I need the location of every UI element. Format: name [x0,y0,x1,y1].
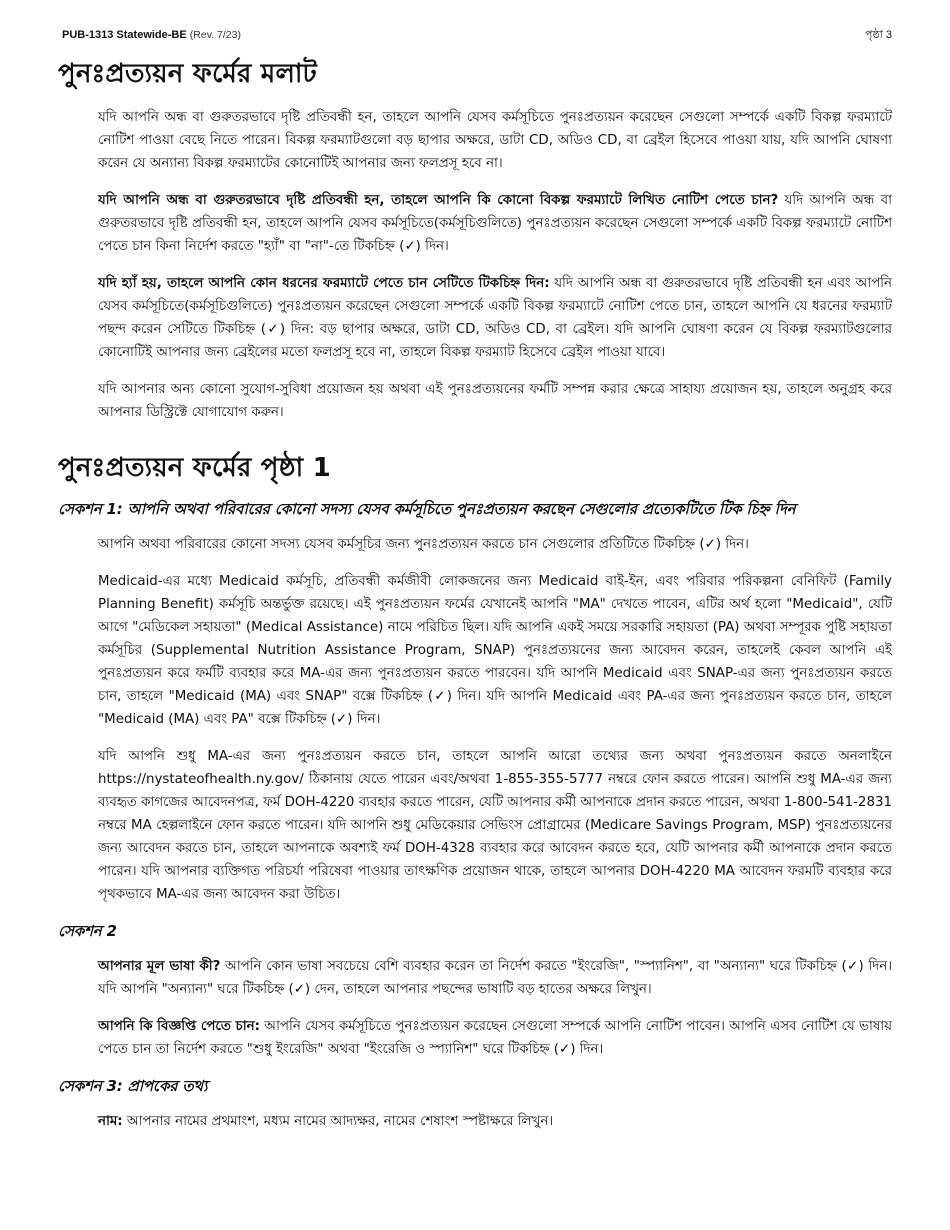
cover-paragraph-2-question: যদি আপনি অন্ধ বা গুরুতরভাবে দৃষ্টি প্রতিবন্ধী হন, তাহলে আপনি কি কোনো বিকল্প ফরম্যাটে লিখিত নোটিশ পেতে চান? [98,192,779,208]
section-1-paragraph-2: Medicaid-এর মধ্যে Medicaid কর্মসূচি, প্রতিবন্ধী কর্মজীবী লোকজনের জন্য Medicaid বাই-ইন, এবং পরিবার পরিকল্পনা বেনিফিট (Family Planning Benefit) কর্মসূচি অন্তর্ভুক্ত রয়েছে। এই পুনঃপ্রত্যয়ন ফর্মের যেখানেই আপনি "MA" দেখতে পাবেন, এটির অর্থ হলো "Medicaid", যেটি আগে "মেডিকেল সহায়তা" (Medical Assistance) নামে পরিচিত ছিল। যদি আপনি একই সময়ে সরকারি সহায়তা (PA) অথবা সম্পূরক পুষ্টি সহায়তা কর্মসূচির (Supplemental Nutrition Assistance Program, SNAP) পুনঃপ্রত্যয়নের জন্য আবেদন করেন, তাহলেই কেবল আপনি এই পুনঃপ্রত্যয়ন করে ফর্মটি ব্যবহার করে MA-এর জন্য পুনঃপ্রত্যয়ন করতে পারবেন। যদি আপনি Medicaid এবং SNAP-এর জন্য পুনঃপ্রত্যয়ন করতে চান, তাহলে "Medicaid (MA) এবং SNAP" বক্সে টিকচিহ্ন (✓) দিন। যদি আপনি Medicaid এবং PA-এর জন্য পুনঃপ্রত্যয়ন করতে চান, তাহলে "Medicaid (MA) এবং PA" বক্সে টিকচিহ্ন (✓) দিন। [98,573,892,727]
section-2-paragraph-1 [98,955,892,1001]
section-2-paragraph-2 [98,1015,892,1061]
name-instructions: আপনার নামের প্রথমাংশ, মধ্যম নামের আদ্যক্ষর, নামের শেষাংশ স্পষ্টাক্ষরে লিখুন। [122,1113,554,1129]
page-header [62,26,892,45]
cover-paragraph-1: যদি আপনি অন্ধ বা গুরুতরভাবে দৃষ্টি প্রতিবন্ধী হন, তাহলে আপনি যেসব কর্মসূচিতে পুনঃপ্রত্যয়ন করেছেন সেগুলো সম্পর্কে একটি বিকল্প ফরম্যাটে নোটিশ পাওয়া বেছে নিতে পারেন। বিকল্প ফরম্যাটগুলো বড় ছাপার অক্ষরে, ডাটা CD, অডিও CD, বা ব্রেইল হিসেবে পাওয়া যায়, যদি আপনি ঘোষণা করেন যে অন্যান্য বিকল্প ফরম্যাটের কোনোটিই আপনার জন্য ফলপ্রসূ হবে না। [98,109,892,171]
cover-paragraph-3 [98,272,892,364]
revision-date: (Rev. 7/23) [189,29,241,41]
section-2-heading: সেকশন 2 [58,921,117,940]
cover-paragraph-2 [98,189,892,258]
cover-title: পুনঃপ্রত্যয়ন ফর্মের মলাট [58,59,317,89]
notice-language-text: আপনি যেসব কর্মসূচিতে পুনঃপ্রত্যয়ন করেছেন সেগুলো সম্পর্কে আপনি নোটিশ পাবেন। আপনি এসব নোটিশ যে ভাষায় পেতে চান তা নির্দেশ করতে "শুধু ইংরেজি" অথবা "ইংরেজি ও স্প্যানিশ" ঘরে টিকচিহ্ন (✓) দিন। [98,1018,892,1057]
primary-language-text: আপনি কোন ভাষা সবচেয়ে বেশি ব্যবহার করেন তা নির্দেশ করতে "ইংরেজি", "স্প্যানিশ", বা "অন্যান্য" ঘরে টিকচিহ্ন (✓) দিন। যদি আপনি "অন্যান্য" ঘরে টিকচিহ্ন (✓) দেন, তাহলে আপনার পছন্দের ভাষাটি বড় হাতের অক্ষরে লিখুন। [98,958,892,997]
section-3-heading: সেকশন 3: প্রাপকের তথ্য [58,1076,208,1095]
primary-language-question: আপনার মূল ভাষা কী? [98,958,221,974]
name-label: নাম: [98,1113,123,1129]
page-number: পৃষ্ঠা 3 [865,29,892,41]
document-body [58,54,892,1147]
section-1-paragraph-1: আপনি অথবা পরিবারের কোনো সদস্য যেসব কর্মসূচির জন্য পুনঃপ্রত্যয়ন করতে চান সেগুলোর প্রতিটিতে টিকচিহ্ন (✓) দিন। [98,536,749,552]
form-id-block [62,29,241,41]
section-1-heading: সেকশন 1: আপনি অথবা পরিবারের কোনো সদস্য যেসব কর্মসূচিতে পুনঃপ্রত্যয়ন করছেন সেগুলোর প্রত্যেকটিতে টিক চিহ্ন দিন [58,499,796,518]
section-1-paragraph-3: যদি আপনি শুধু MA-এর জন্য পুনঃপ্রত্যয়ন করতে চান, তাহলে আপনি আরো তথ্যের জন্য অথবা পুনঃপ্রত্যয়ন করতে অনলাইনে https://nystateofhealth.ny.gov/ ঠিকানায় যেতে পারেন এবং/অথবা 1-855-355-5777 নম্বরে ফোন করতে পারেন। আপনি শুধু MA-এর জন্য ব্যবহৃত কাগজের আবেদনপত্র, ফর্ম DOH-4220 ব্যবহার করতে পারেন, যেটি আপনার কর্মী আপনাকে প্রদান করতে পারেন, অথবা 1-800-541-2831 নম্বরে MA হেল্পলাইনে ফোন করতে পারেন। যদি আপনি শুধু মেডিকেয়ার সেভিংস প্রোগ্রামের (Medicare Savings Program, MSP) পুনঃপ্রত্যয়নের জন্য আবেদন করতে চান, তাহলে আপনাকে অবশ্যই ফর্ম DOH-4328 ব্যবহার করে আবেদন করতে হবে, যেটি আপনার কর্মী আপনাকে প্রদান করতে পারেন। যদি আপনার ব্যক্তিগত পরিচর্যা পরিষেবা পাওয়ার তাৎক্ষণিক প্রয়োজন থাকে, তাহলে আপনার DOH-4220 MA আবেদন ফরমটি ব্যবহার করে পৃথকভাবে MA-এর জন্য আবেদন করা উচিত। [98,748,892,902]
form-id: PUB-1313 Statewide-BE [62,29,187,41]
cover-paragraph-4: যদি আপনার অন্য কোনো সুযোগ-সুবিধা প্রয়োজন হয় অথবা এই পুনঃপ্রত্যয়নের ফর্মটি সম্পন্ন করার ক্ষেত্রে সাহায্য প্রয়োজন হয়, তাহলে অনুগ্রহ করে আপনার ডিস্ট্রিক্টে যোগাযোগ করুন। [98,381,892,420]
page1-title: পুনঃপ্রত্যয়ন ফর্মের পৃষ্ঠা 1 [58,452,331,483]
cover-paragraph-3-text: যদি আপনি অন্ধ বা গুরুতরভাবে দৃষ্টি প্রতিবন্ধী হন এবং আপনি যেসব কর্মসূচিতে(কর্মসূচিগুলিতে) পুনঃপ্রত্যয়ন করেছেন সেগুলো সম্পর্কে একটি বিকল্প ফরম্যাটে নোটিশ পেতে চান, তাহলে আপনি যে ধরনের ফরম্যাট পছন্দ করেন সেটিতে টিকচিহ্ন (✓) দিন: বড় ছাপার অক্ষরে, ডাটা CD, অডিও CD, বা ব্রেইল। যদি আপনি ঘোষণা করেন যে বিকল্প ফরম্যাটগুলোর কোনোটিই আপনার জন্য ব্রেইলের মতো ফলপ্রসূ হবে না, তাহলে বিকল্প ফরম্যাট হিসেবে ব্রেইল পাওয়া যাবে। [98,275,892,360]
cover-paragraph-2-text: যদি আপনি অন্ধ বা গুরুতরভাবে দৃষ্টি প্রতিবন্ধী হন, তাহলে আপনি যেসব কর্মসূচিতে(কর্মসূচিগুলিতে) পুনঃপ্রত্যয়ন করেছেন সেগুলো সম্পর্কে একটি বিকল্প ফরম্যাটে নোটিশ পেতে চান কিনা নির্দেশ করতে "হ্যাঁ" বা "না"-তে টিকচিহ্ন (✓) দিন। [98,192,893,254]
notice-language-question: আপনি কি বিজ্ঞপ্তি পেতে চান: [98,1018,260,1034]
section-3-paragraph-1 [98,1110,892,1133]
cover-paragraph-3-heading: যদি হ্যাঁ হয়, তাহলে আপনি কোন ধরনের ফরম্যাটে পেতে চান সেটিতে টিকচিহ্ন দিন: [98,275,550,291]
